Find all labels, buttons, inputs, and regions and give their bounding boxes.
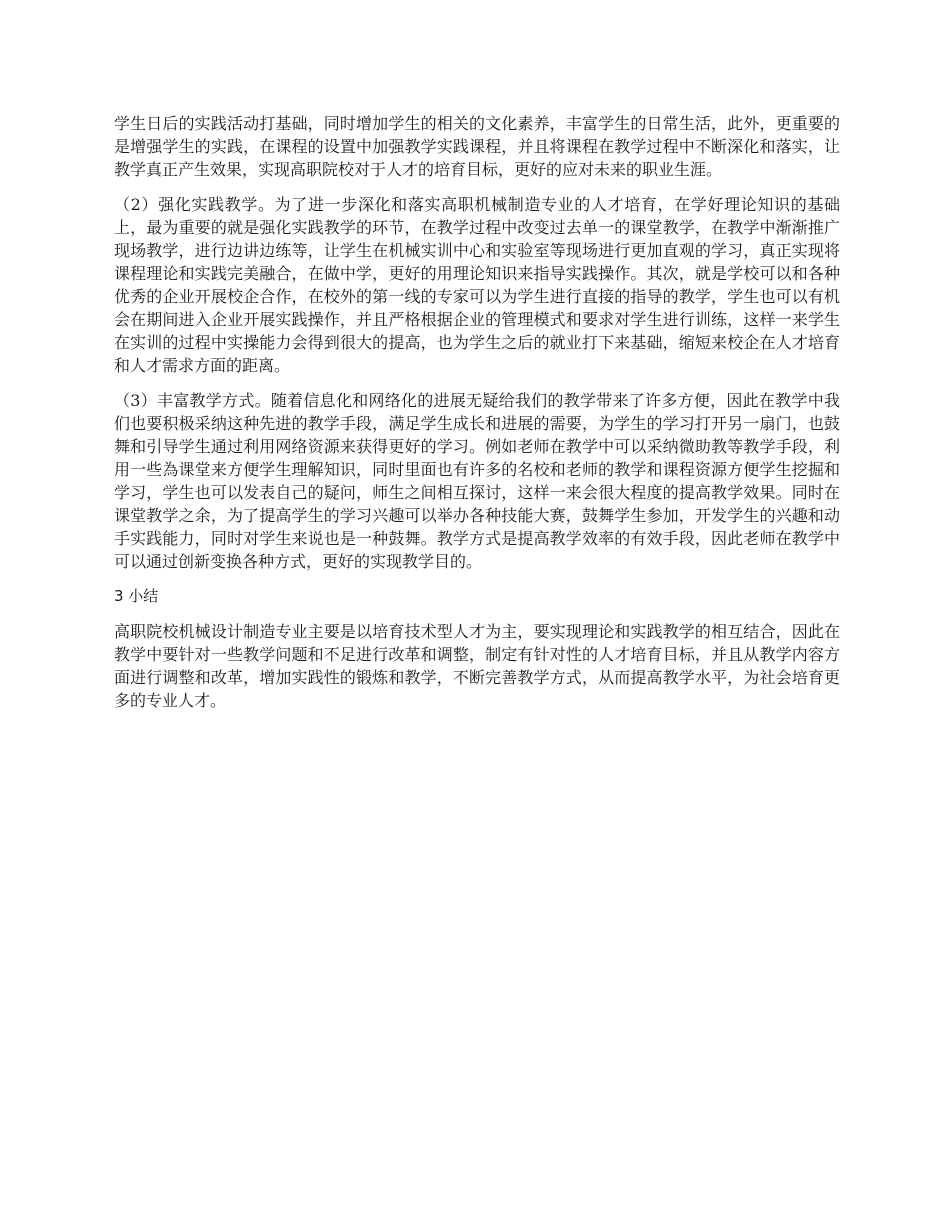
paragraph-practice-teaching: （2）强化实践教学。为了进一步深化和落实高职机械制造专业的人才培育，在学好理论知识的基础上，最为重要的就是强化实践教学的环节，在教学过程中改变过去单一的课堂教学，在教学中渐渐推广现场教学，进行边讲边练等，让学生在机械实训中心和实验室等现场进行更加直观的学习，真正实现将课程理论和实践完美融合，在做中学，更好的用理论知识来指导实践操作。其次，就是学校可以和各种优秀的企业开展校企合作，在校外的第一线的专家可以为学生进行直接的指导的教学，学生也可以有机会在期间进入企业开展实践操作，并且严格根据企业的管理模式和要求对学生进行训练，这样一来学生在实训的过程中实操能力会得到很大的提高，也为学生之后的就业打下来基础，缩短来校企在人才培育和人才需求方面的距离。 (114, 195, 840, 375)
section-heading: 3 小结 (114, 587, 159, 605)
paragraph-teaching-methods: （3）丰富教学方式。随着信息化和网络化的进展无疑给我们的教学带来了许多方便，因此在教学中我们也要积极采纳这种先进的教学手段，满足学生成长和进展的需要，为学生的学习打开另一扇门，也鼓舞和引导学生通过利用网络资源来获得更好的学习。例如老师在教学中可以采纳微助教等教学手段，利用一些為课堂来方便学生理解知识，同时里面也有许多的名校和老师的教学和课程资源方便学生挖掘和学习，学生也可以发表自己的疑问，师生之间相互探讨，这样一来会很大程度的提高教学效果。同时在课堂教学之余，为了提高学生的学习兴趣可以举办各种技能大赛，鼓舞学生参加，开发学生的兴趣和动手实践能力，同时对学生来说也是一种鼓舞。教学方式是提高教学效率的有效手段，因此老师在教学中可以通过创新变换各种方式，更好的实现教学目的。 (114, 391, 840, 571)
paragraph-intro: 学生日后的实践活动打基础，同时增加学生的相关的文化素养，丰富学生的日常生活，此外，更重要的是增强学生的实践，在课程的设置中加强教学实践课程，并且将课程在教学过程中不断深化和落实，让教学真正产生效果，实现高职院校对于人才的培育目标，更好的应对未来的职业生涯。 (114, 114, 840, 179)
document-page (114, 112, 840, 724)
paragraph-conclusion: 高职院校机械设计制造专业主要是以培育技术型人才为主，要实现理论和实践教学的相互结合，因此在教学中要针对一些教学问题和不足进行改革和调整，制定有针对性的人才培育目标，并且从教学内容方面进行调整和改革，增加实践性的锻炼和教学，不断完善教学方式，从而提高教学水平，为社会培育更多的专业人才。 (114, 622, 840, 710)
